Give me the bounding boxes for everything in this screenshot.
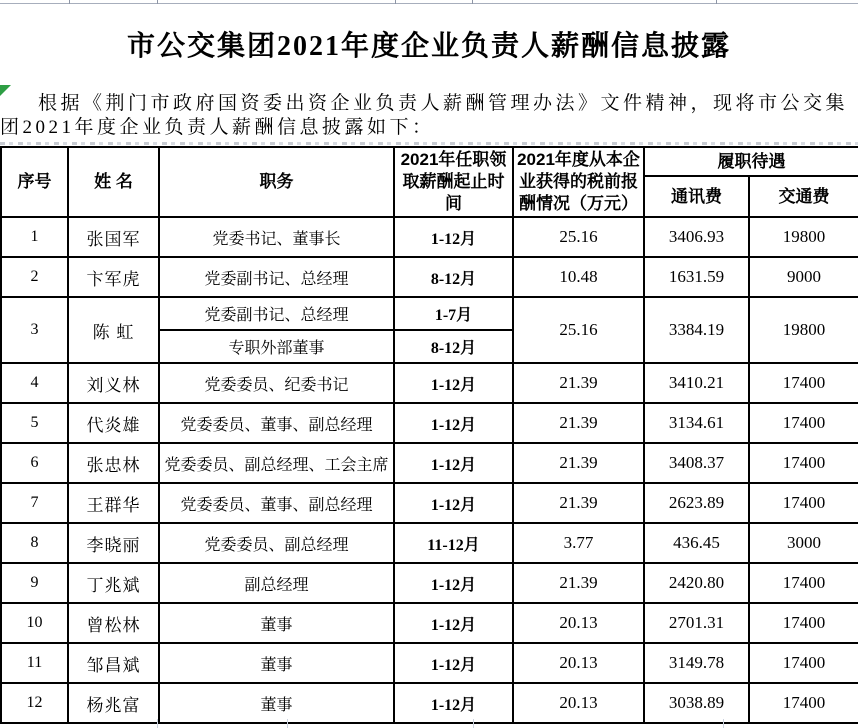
cell-position[interactable]: 董事 xyxy=(159,603,394,643)
cell-pay[interactable]: 21.39 xyxy=(513,563,644,603)
cell-index[interactable]: 12 xyxy=(1,683,68,723)
cell-index[interactable]: 5 xyxy=(1,403,68,443)
cell-pay[interactable]: 20.13 xyxy=(513,683,644,723)
table-row xyxy=(1,563,858,603)
header-benefits-group[interactable]: 履职待遇 xyxy=(644,147,858,176)
cell-period[interactable]: 1-12月 xyxy=(394,563,513,603)
cell-pay[interactable]: 21.39 xyxy=(513,443,644,483)
cell-comm[interactable]: 3410.21 xyxy=(644,363,749,403)
cell-name[interactable]: 陈 虹 xyxy=(68,297,159,363)
cell-comm[interactable]: 436.45 xyxy=(644,523,749,563)
gridline-tick xyxy=(473,719,474,728)
cell-pay[interactable]: 21.39 xyxy=(513,403,644,443)
cell-position[interactable]: 党委委员、纪委书记 xyxy=(159,363,394,403)
table-row xyxy=(1,443,858,483)
page-title: 市公交集团2021年度企业负责人薪酬信息披露 xyxy=(126,31,731,62)
cell-position[interactable]: 党委副书记、总经理 xyxy=(159,297,394,330)
cell-transport[interactable]: 9000 xyxy=(749,257,858,297)
cell-period[interactable]: 1-12月 xyxy=(394,217,513,257)
gridline-tick xyxy=(287,719,288,728)
cell-name[interactable]: 邹昌斌 xyxy=(68,643,159,683)
cell-name[interactable]: 王群华 xyxy=(68,483,159,523)
cell-comm[interactable]: 3038.89 xyxy=(644,683,749,723)
cell-name[interactable]: 张国军 xyxy=(68,217,159,257)
cell-name[interactable]: 丁兆斌 xyxy=(68,563,159,603)
cell-name[interactable]: 代炎雄 xyxy=(68,403,159,443)
cell-index[interactable]: 1 xyxy=(1,217,68,257)
cell-name[interactable]: 卞军虎 xyxy=(68,257,159,297)
cell-transport[interactable]: 17400 xyxy=(749,363,858,403)
cell-transport[interactable]: 17400 xyxy=(749,443,858,483)
cell-index[interactable]: 2 xyxy=(1,257,68,297)
cell-comm[interactable]: 3408.37 xyxy=(644,443,749,483)
header-period[interactable]: 2021年任职领取薪酬起止时间 xyxy=(394,147,513,217)
cell-position[interactable]: 副总经理 xyxy=(159,563,394,603)
cell-position[interactable]: 专职外部董事 xyxy=(159,330,394,363)
cell-period[interactable]: 1-12月 xyxy=(394,443,513,483)
cell-pay[interactable]: 3.77 xyxy=(513,523,644,563)
cell-period[interactable]: 1-12月 xyxy=(394,483,513,523)
cell-comm[interactable]: 2623.89 xyxy=(644,483,749,523)
cell-name[interactable]: 曾松林 xyxy=(68,603,159,643)
cell-pay[interactable]: 10.48 xyxy=(513,257,644,297)
table-row xyxy=(1,683,858,723)
gridline-tick xyxy=(472,0,473,4)
cell-pay[interactable]: 20.13 xyxy=(513,643,644,683)
header-name[interactable]: 姓 名 xyxy=(68,147,159,217)
cell-transport[interactable]: 3000 xyxy=(749,523,858,563)
cell-transport[interactable]: 17400 xyxy=(749,403,858,443)
cell-comm[interactable]: 1631.59 xyxy=(644,257,749,297)
cell-index[interactable]: 6 xyxy=(1,443,68,483)
cell-period[interactable]: 1-12月 xyxy=(394,603,513,643)
header-transport-fee[interactable]: 交通费 xyxy=(749,176,858,217)
intro-paragraph: 根据《荆门市政府国资委出资企业负责人薪酬管理办法》文件精神，现将市公交集团2021年度企业负责人薪酬信息披露如下： xyxy=(0,93,849,138)
header-position[interactable]: 职务 xyxy=(159,147,394,217)
cell-position[interactable]: 党委委员、副总经理、工会主席 xyxy=(159,443,394,483)
cell-comm[interactable]: 3384.19 xyxy=(644,297,749,363)
cell-name[interactable]: 李晓丽 xyxy=(68,523,159,563)
cell-period[interactable]: 8-12月 xyxy=(394,257,513,297)
cell-period[interactable]: 8-12月 xyxy=(394,330,513,363)
cell-name[interactable]: 刘义林 xyxy=(68,363,159,403)
cell-position[interactable]: 党委副书记、总经理 xyxy=(159,257,394,297)
header-index[interactable]: 序号 xyxy=(1,147,68,217)
cell-transport[interactable]: 17400 xyxy=(749,483,858,523)
cell-transport[interactable]: 17400 xyxy=(749,563,858,603)
table-row xyxy=(1,603,858,643)
cell-index[interactable]: 10 xyxy=(1,603,68,643)
top-gridline-strip xyxy=(0,0,858,4)
table-row xyxy=(1,523,858,563)
cell-pay[interactable]: 25.16 xyxy=(513,217,644,257)
cell-period[interactable]: 11-12月 xyxy=(394,523,513,563)
cell-comm[interactable]: 3406.93 xyxy=(644,217,749,257)
cell-index[interactable]: 8 xyxy=(1,523,68,563)
table-row xyxy=(1,403,858,443)
cell-comm[interactable]: 2420.80 xyxy=(644,563,749,603)
cell-period[interactable]: 1-12月 xyxy=(394,403,513,443)
cell-position[interactable]: 董事 xyxy=(159,683,394,723)
gridline-tick xyxy=(69,0,70,4)
cell-pay[interactable]: 21.39 xyxy=(513,363,644,403)
hidden-row-strip xyxy=(0,142,858,145)
cell-position[interactable]: 党委委员、董事、副总经理 xyxy=(159,403,394,443)
gridline-tick xyxy=(157,0,158,4)
cell-index[interactable]: 4 xyxy=(1,363,68,403)
cell-transport[interactable]: 17400 xyxy=(749,683,858,723)
cell-index[interactable]: 7 xyxy=(1,483,68,523)
table-row xyxy=(1,217,858,257)
cell-index[interactable]: 11 xyxy=(1,643,68,683)
cell-position[interactable]: 董事 xyxy=(159,643,394,683)
cell-period[interactable]: 1-12月 xyxy=(394,683,513,723)
cell-index[interactable]: 3 xyxy=(1,297,68,363)
table-row xyxy=(1,297,858,330)
table-row xyxy=(1,257,858,297)
cell-position[interactable]: 党委委员、副总经理 xyxy=(159,523,394,563)
cell-index[interactable]: 9 xyxy=(1,563,68,603)
cell-period[interactable]: 1-12月 xyxy=(394,643,513,683)
cell-transport[interactable]: 17400 xyxy=(749,603,858,643)
cell-transport[interactable]: 17400 xyxy=(749,643,858,683)
gridline-tick xyxy=(723,719,724,728)
cell-pay[interactable]: 20.13 xyxy=(513,603,644,643)
cell-transport[interactable]: 19800 xyxy=(749,217,858,257)
cell-name[interactable]: 杨兆富 xyxy=(68,683,159,723)
gridline-tick xyxy=(395,0,396,4)
cell-comm[interactable]: 3149.78 xyxy=(644,643,749,683)
cell-period[interactable]: 1-12月 xyxy=(394,363,513,403)
cell-position[interactable]: 党委委员、董事、副总经理 xyxy=(159,483,394,523)
table-row xyxy=(1,363,858,403)
cell-comm[interactable]: 2701.31 xyxy=(644,603,749,643)
table-row xyxy=(1,483,858,523)
header-pay[interactable]: 2021年度从本企业获得的税前报酬情况（万元） xyxy=(513,147,644,217)
table-row xyxy=(1,643,858,683)
salary-table xyxy=(0,146,858,724)
header-comm-fee[interactable]: 通讯费 xyxy=(644,176,749,217)
cell-pay[interactable]: 25.16 xyxy=(513,297,644,363)
cell-name[interactable]: 张忠林 xyxy=(68,443,159,483)
gridline-tick xyxy=(157,719,158,728)
cell-comm[interactable]: 3134.61 xyxy=(644,403,749,443)
cell-transport[interactable]: 19800 xyxy=(749,297,858,363)
cell-position[interactable]: 党委书记、董事长 xyxy=(159,217,394,257)
gridline-tick xyxy=(716,0,717,4)
cell-pay[interactable]: 21.39 xyxy=(513,483,644,523)
cell-period[interactable]: 1-7月 xyxy=(394,297,513,330)
